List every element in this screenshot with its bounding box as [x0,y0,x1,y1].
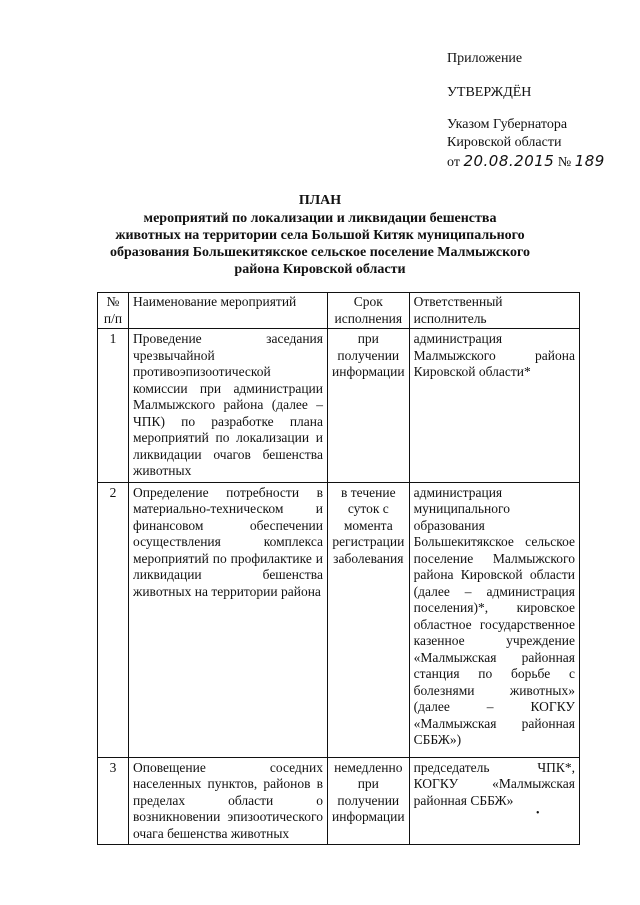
header-resp: Ответственный исполнитель [409,293,579,329]
title-line-1: мероприятий по локализации и ликвидации бешенства [143,211,497,226]
row-resp: администрация Малмыжского района Кировской области* [409,329,579,483]
table-header-row [98,293,580,329]
title-line-3: образования Большекитякское сельское поселение Малмыжского [110,245,530,260]
handwritten-date: 20.08.2015 [463,152,555,170]
table-row [98,482,580,757]
row-num: 2 [98,482,129,757]
appendix-label: Приложение [447,51,523,66]
header-term: Срок исполнения [328,293,410,329]
title-line-2: животных на территории села Большой Китяк муниципального [115,228,525,243]
decree-date-line [447,152,605,172]
header-name: Наименование мероприятий [129,293,328,329]
title-main: ПЛАН [298,193,342,208]
table-row [98,757,580,845]
row-name: Оповещение соседних населенных пунктов, районов в пределах области о возникновении эпизоотического очага бешенства животных [129,757,328,845]
document-title [100,192,540,278]
approved-label: УТВЕРЖДЁН [447,85,532,100]
row-term: в течение суток с момента регистрации заболевания [328,482,410,757]
row-num: 1 [98,329,129,483]
decree-line-1: Указом Губернатора [447,117,568,132]
row-num: 3 [98,757,129,845]
row-name: Определение потребности в материально-техническом и финансовом обеспечении осуществления комплекса мероприятий по профилактике и ликвидации бешенства животных на территории района [129,482,328,757]
row-name: Проведение заседания чрезвычайной противоэпизоотической комиссии при администрации Малмыжского района (далее – ЧПК) по разработке плана мероприятий по локализации и ликвидации очагов бешенства животных [129,329,328,483]
row-term: немедленно при получении информации [328,757,410,845]
stray-mark: • [536,808,540,819]
date-prefix: от [447,155,460,170]
row-term: при получении информации [328,329,410,483]
title-line-4: района Кировской области [234,262,406,277]
table-row [98,329,580,483]
row-resp: председатель ЧПК*, КОГКУ «Малмыжская районная СББЖ» [409,757,579,845]
number-sign: № [557,155,572,170]
row-resp: администрация муниципального образования Большекитякское сельское поселение Малмыжского района Кировской области (далее – администрация поселения)*, кировское областное государственное казенное учреждение «Малмыжская районная станция по борьбе с болезнями животных» (далее – КОГКУ «Малмыжская районная СББЖ») [409,482,579,757]
handwritten-number: 189 [574,152,605,170]
decree-line-2: Кировской области [447,135,562,150]
approval-block [447,50,605,172]
header-num: № п/п [98,293,129,329]
plan-table [97,292,580,845]
